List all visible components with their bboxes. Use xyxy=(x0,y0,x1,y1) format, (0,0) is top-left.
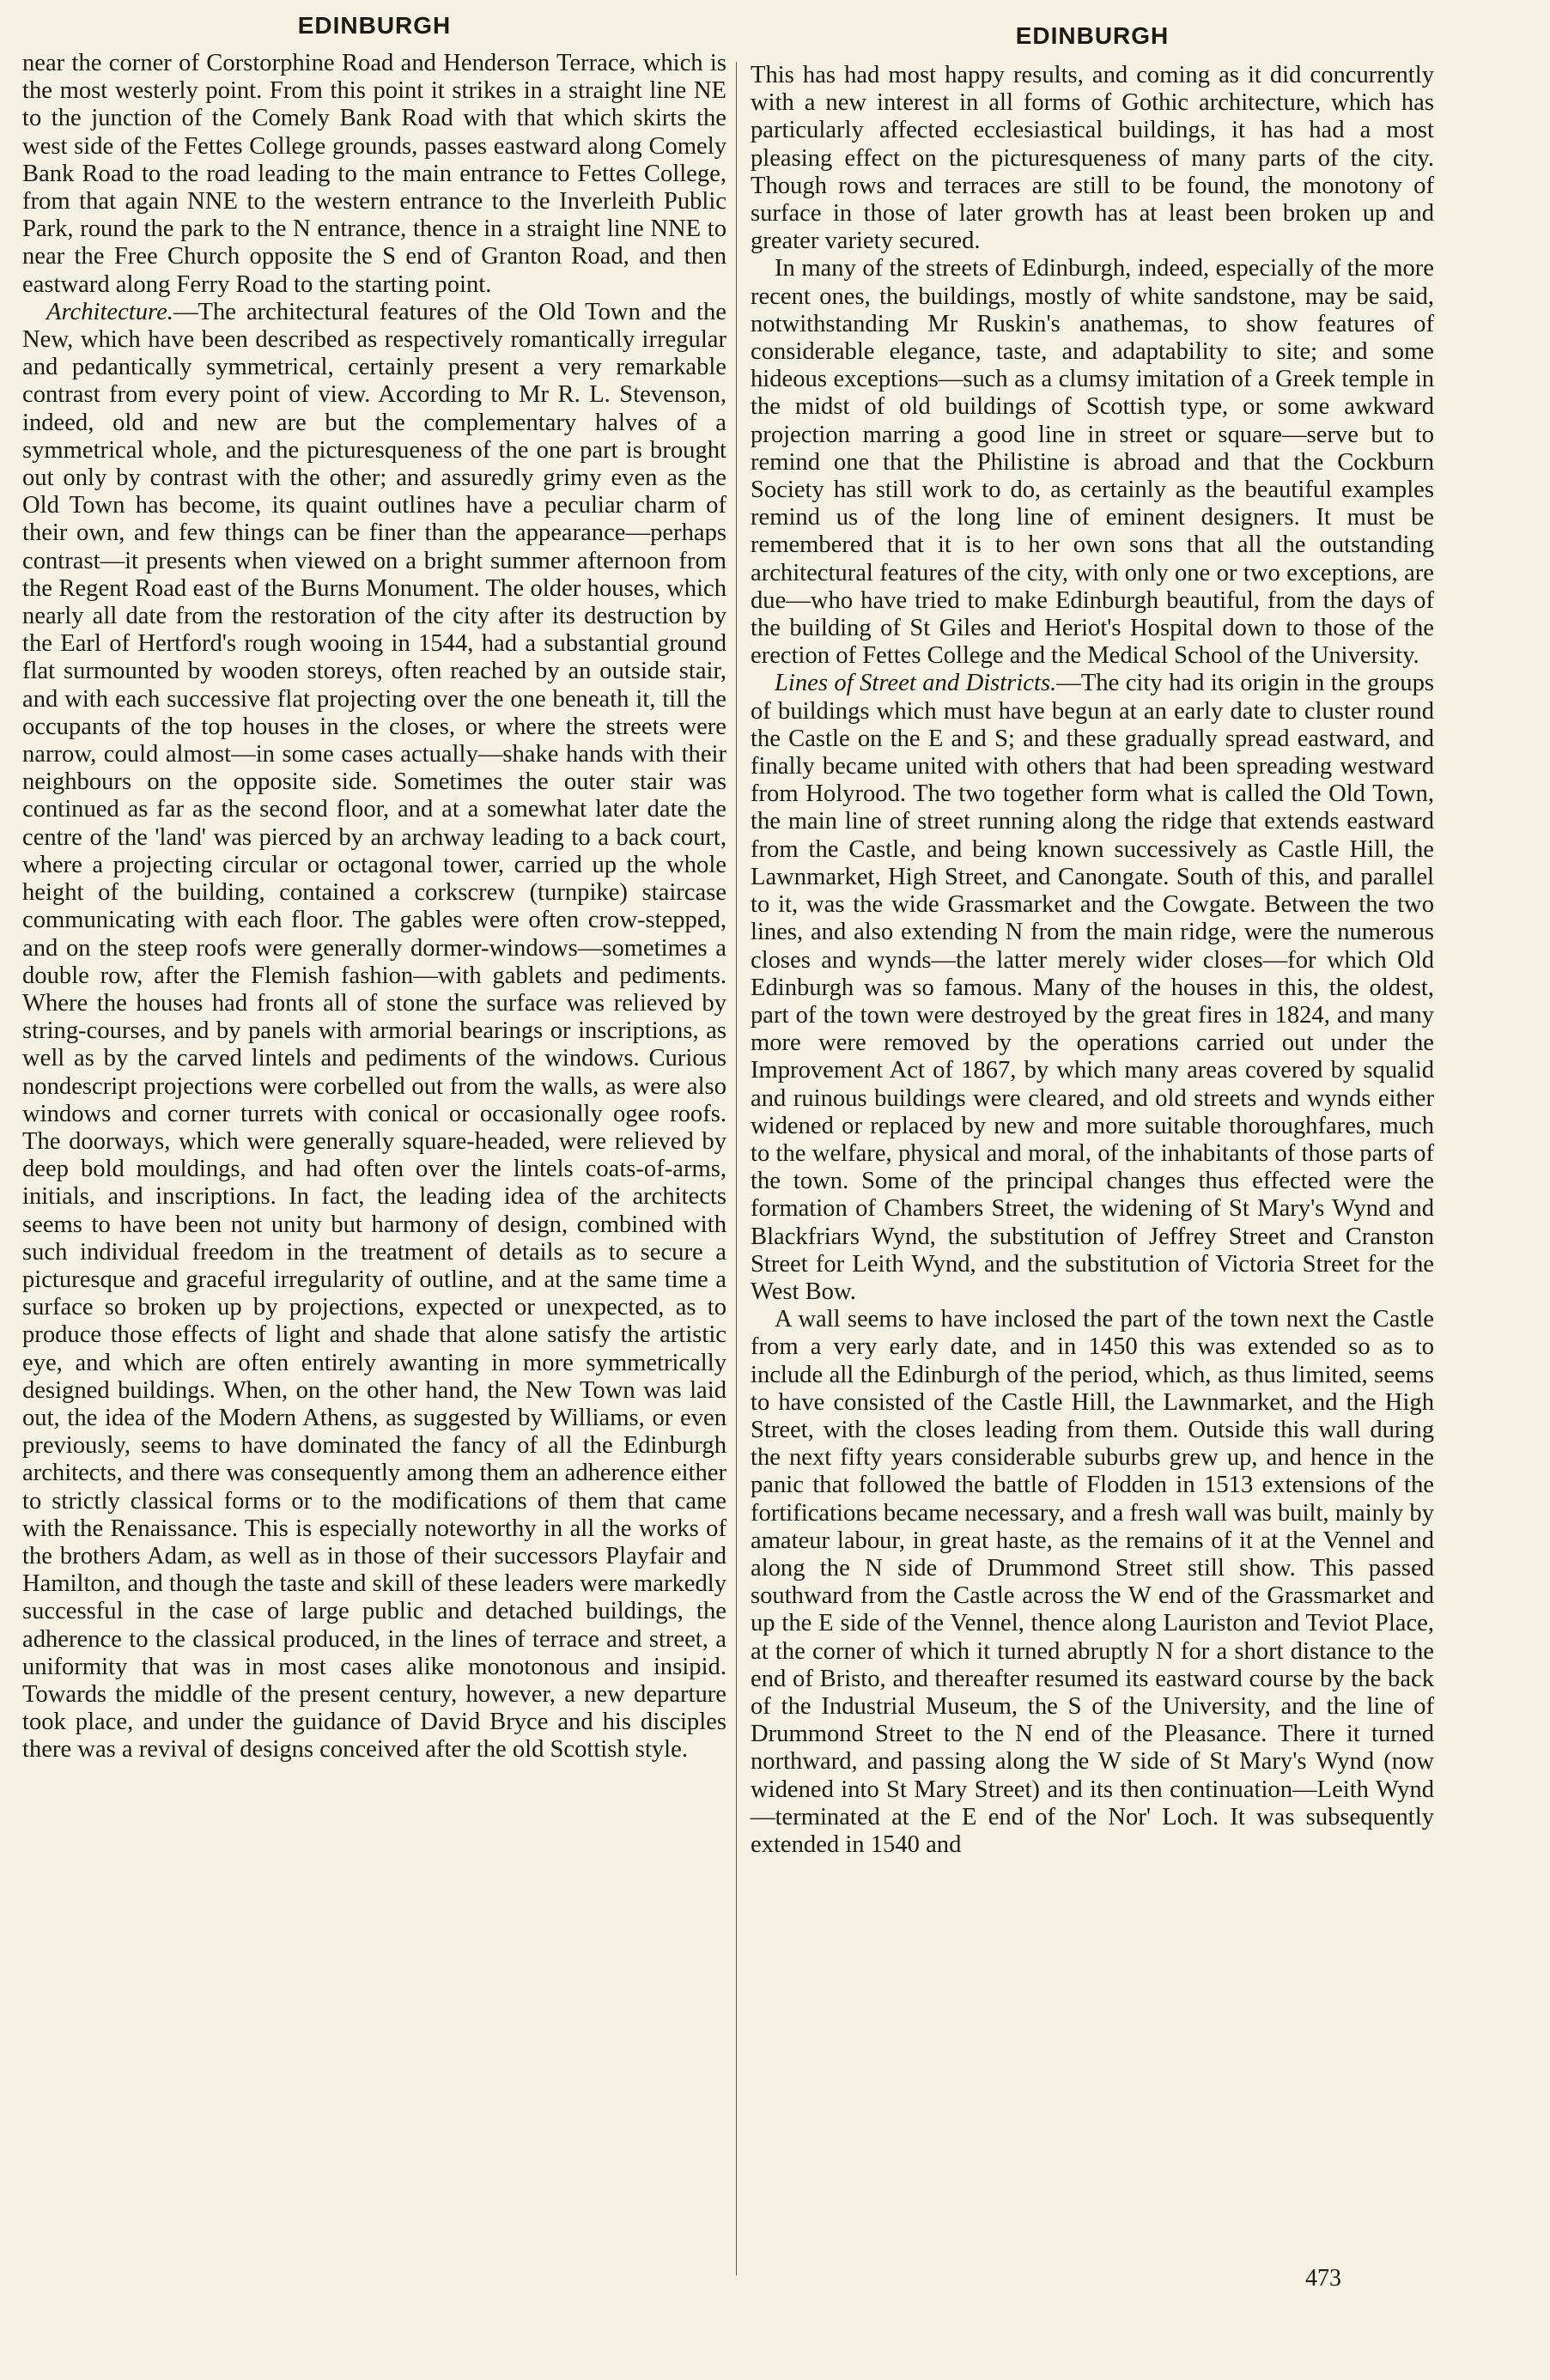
paragraph-lines-of-street xyxy=(751,670,1434,1306)
paragraph-architecture xyxy=(22,299,726,1764)
paragraph: This has had most happy results, and coming as it did concurrently with a new interest in all forms of Gothic architecture, which has particularly affected ecclesiastical buildings, it has had a most pleasing effect on the picturesqueness of many parts of the city. Though rows and terraces are still to be found, the monotony of surface in those of later growth has at least been broken up and greater variety secured. xyxy=(751,62,1434,255)
paragraph-body: —The city had its origin in the groups of buildings which must have begun at an early date to cluster round the Castle on the E and S; and these gradually spread eastward, and finally became united with others that had been spreading westward from Holyrood. The two together form what is called the Old Town, the main line of street running along the ridge that extends eastward from the Castle, and being known successively as Castle Hill, the Lawnmarket, High Street, and Canongate. South of this, and parallel to it, was the wide Grassmarket and the Cowgate. Between the two lines, and also extending N from the main ridge, were the numerous closes and wynds—the latter merely wider closes—for which Old Edinburgh was so famous. Many of the houses in this, the oldest, part of the town were destroyed by the great fires in 1824, and many more were removed by the operations carried out under the Improvement Act of 1867, by which many areas covered by squalid and ruinous buildings were cleared, and old streets and wynds either widened or replaced by new and more suitable thoroughfares, much to the welfare, physical and moral, of the inhabitants of those parts of the town. Some of the principal changes thus effected were the formation of Chambers Street, the widening of St Mary's Wynd and Blackfriars Wynd, the substitution of Jeffrey Street and Cranston Street for Leith Wynd, and the substitution of Victoria Street for the West Bow. xyxy=(751,670,1434,1305)
right-column-text xyxy=(751,62,1434,1859)
column-divider xyxy=(736,62,737,2275)
running-head-left: EDINBURGH xyxy=(297,12,452,39)
section-heading-architecture: Architecture. xyxy=(46,298,173,325)
running-head-right: EDINBURGH xyxy=(1015,22,1170,49)
right-column xyxy=(751,0,1434,1859)
left-column xyxy=(22,0,726,1764)
paragraph: A wall seems to have inclosed the part of the town next the Castle from a very early date, and in 1450 this was extended so as to include all the Edinburgh of the period, which, as thus limited, seems to have consisted of the Castle Hill, the Lawnmarket, and the High Street, with the closes leading from them. Outside this wall during the next fifty years considerable suburbs grew up, and hence in the panic that followed the battle of Flodden in 1513 extensions of the fortifications became necessary, and a fresh wall was built, mainly by amateur labour, in great haste, as the remains of it at the Vennel and along the N side of Drummond Street still show. This passed southward from the Castle across the W end of the Grassmarket and up the E side of the Vennel, thence along Lauriston and Teviot Place, at the corner of which it turned abruptly N for a short distance to the end of Bristo, and thereafter resumed its eastward course by the back of the Industrial Museum, the S of the University, and the line of Drummond Street to the N end of the Pleasance. There it turned northward, and passing along the W side of St Mary's Wynd (now widened into St Mary Street) and its then continuation—Leith Wynd—terminated at the E end of the Nor' Loch. It was subsequently extended in 1540 and xyxy=(751,1306,1434,1858)
left-column-text xyxy=(22,50,726,1764)
paragraph-body: —The architectural features of the Old Town and the New, which have been described as respectively romantically irregular and pedantically symmetrical, certainly present a very remarkable contrast from every point of view. According to Mr R. L. Stevenson, indeed, old and new are but the complementary halves of a symmetrical whole, and the picturesqueness of the one part is brought out only by contrast with the other; and assuredly grimy even as the Old Town has become, its quaint outlines have a peculiar charm of their own, and few things can be finer than the appearance—perhaps contrast—it presents when viewed on a bright summer afternoon from the Regent Road east of the Burns Monument. The older houses, which nearly all date from the restoration of the city after its destruction by the Earl of Hertford's rough wooing in 1544, had a substantial ground flat surmounted by wooden storeys, often reached by an outside stair, and with each successive flat projecting over the one beneath it, till the occupants of the top houses in the closes, or where the streets were narrow, could almost—in some cases actually—shake hands with their neighbours on the opposite side. Sometimes the outer stair was continued as far as the second floor, and at a somewhat later date the centre of the 'land' was pierced by an archway leading to a back court, where a projecting circular or octagonal tower, carried up the whole height of the building, contained a corkscrew (turnpike) staircase communicating with each floor. The gables were often crow-stepped, and on the steep roofs were generally dormer-windows—sometimes a double row, after the Flemish fashion—with gablets and pediments. Where the houses had fronts all of stone the surface was relieved by string-courses, and by panels with armorial bearings or inscriptions, as well as by the carved lintels and pediments of the windows. Curious nondescript projections were corbelled out from the walls, as were also windows and corner turrets with conical or occasionally ogee roofs. The doorways, which were generally square-headed, were relieved by deep bold mouldings, and had often over the lintels coats-of-arms, initials, and inscriptions. In fact, the leading idea of the architects seems to have been not unity but harmony of design, combined with such individual freedom in the treatment of details as to secure a picturesque and graceful irregularity of outline, and at the same time a surface so broken up by projections, expected or unexpected, as to produce those effects of light and shade that alone satisfy the artistic eye, and which are often entirely awanting in more symmetrically designed buildings. When, on the other hand, the New Town was laid out, the idea of the Modern Athens, as suggested by Williams, or even previously, seems to have dominated the fancy of all the Edinburgh architects, and there was consequently among them an adherence either to strictly classical forms or to the modifications of them that came with the Renaissance. This is especially noteworthy in all the works of the brothers Adam, as well as in those of their successors Playfair and Hamilton, and though the taste and skill of these leaders were markedly successful in the case of large public and detached buildings, the adherence to the classical produced, in the lines of terrace and street, a uniformity that was in most cases alike monotonous and insipid. Towards the middle of the present century, however, a new departure took place, and under the guidance of David Bryce and his disciples there was a revival of designs conceived after the old Scottish style. xyxy=(22,298,726,1764)
paragraph: In many of the streets of Edinburgh, indeed, especially of the more recent ones, the buildings, mostly of white sandstone, may be said, notwithstanding Mr Ruskin's anathemas, to show features of considerable elegance, taste, and adaptability to site; and some hideous exceptions—such as a clumsy imitation of a Greek temple in the midst of old buildings of Scottish type, or some awkward projection marring a good line in street or square—serve but to remind one that the Philistine is abroad and that the Cockburn Society has still work to do, as certainly as the beautiful examples remind us of the long line of eminent designers. It must be remembered that it is to her own sons that all the outstanding architectural features of the city, with only one or two exceptions, are due—who have tried to make Edinburgh beautiful, from the days of the building of St Giles and Heriot's Hospital down to those of the erection of Fettes College and the Medical School of the University. xyxy=(751,255,1434,670)
paragraph: near the corner of Corstorphine Road and Henderson Terrace, which is the most westerly point. From this point it strikes in a straight line NE to the junction of the Comely Bank Road with that which skirts the west side of the Fettes College grounds, passes eastward along Comely Bank Road to the road leading to the main entrance to Fettes College, from that again NNE to the western entrance to the Inverleith Public Park, round the park to the N entrance, thence in a straight line NNE to near the Free Church opposite the S end of Granton Road, and then eastward along Ferry Road to the starting point. xyxy=(22,50,726,298)
page-number: 473 xyxy=(1305,2265,1341,2292)
section-heading-lines-of-street: Lines of Street and Districts. xyxy=(775,670,1057,697)
